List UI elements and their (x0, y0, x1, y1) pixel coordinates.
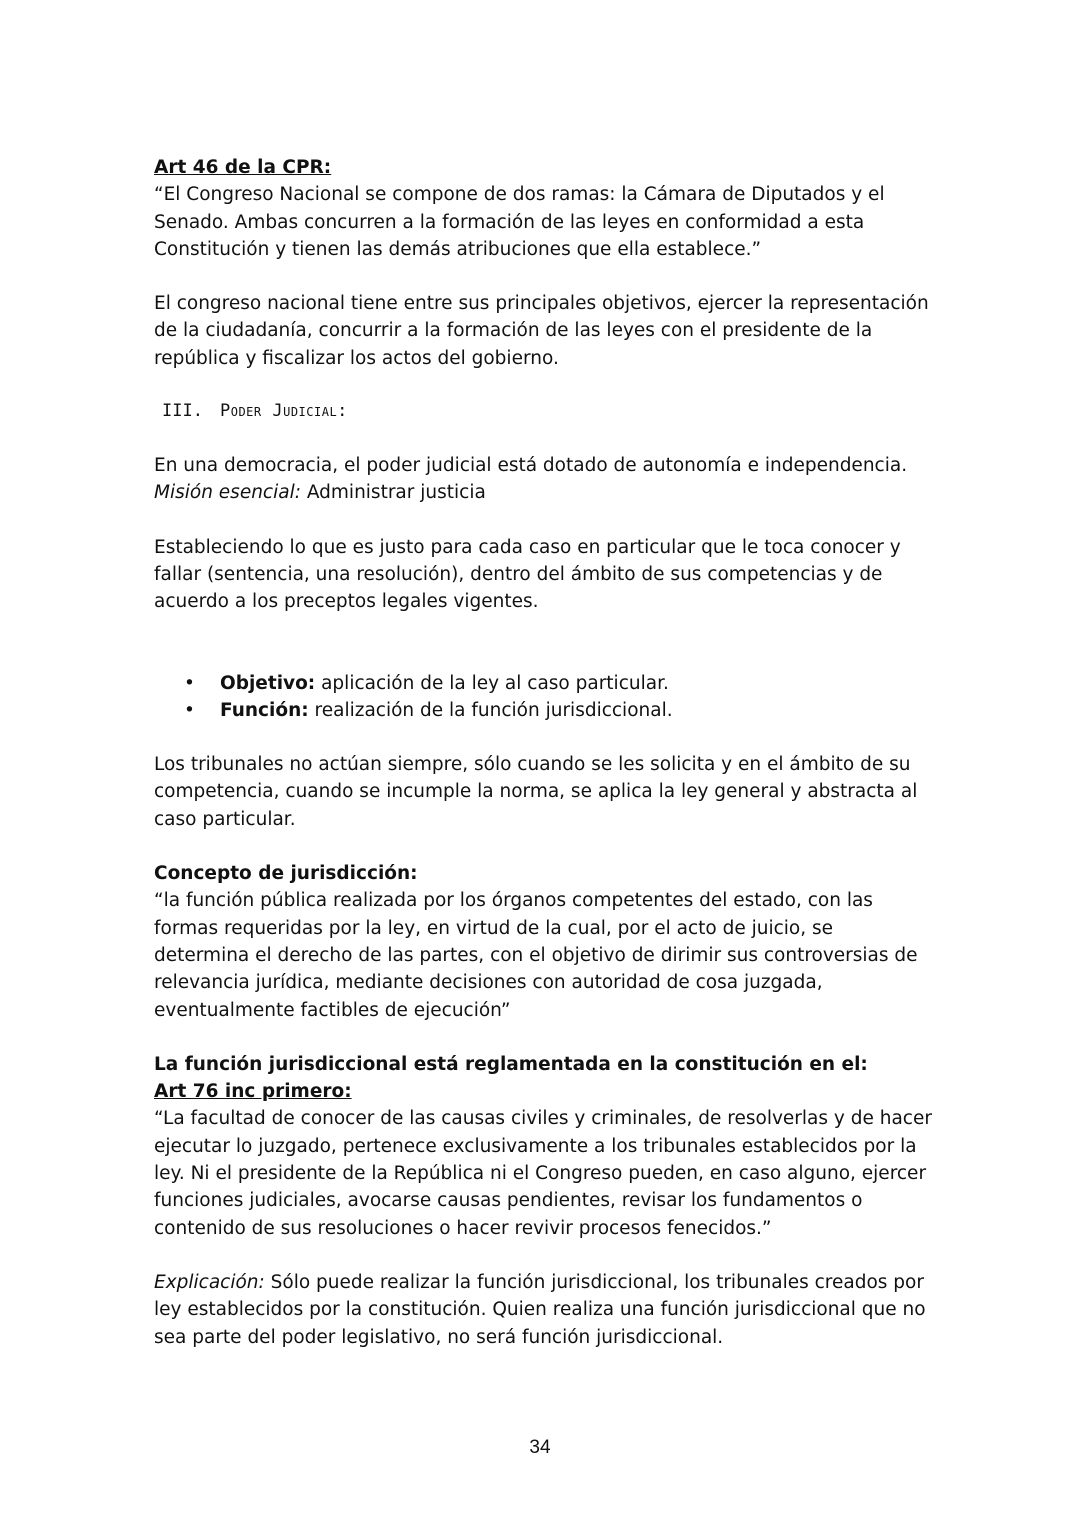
section-heading (162, 398, 934, 425)
bullet-text: realización de la función jurisdiccional. (308, 699, 673, 721)
page-content (154, 154, 934, 1351)
judicial-paragraph: Estableciendo lo que es justo para cada caso en particular que le toca conocer y fallar (sentencia, una resolución), dentro del ámbito de sus competencias y de acuerdo a los preceptos legales vigentes. (154, 536, 901, 613)
art46-paragraph: El congreso nacional tiene entre sus principales objetivos, ejercer la representación de la ciudadanía, concurrir a la formación de las leyes con el presidente de la república y fiscalizar los actos del gobierno. (154, 293, 929, 369)
art46-quote: “El Congreso Nacional se compone de dos ramas: la Cámara de Diputados y el Senado. Ambas concurren a la formación de las leyes en conformidad a esta Constitución y tienen las demás atribuciones que ella establece.” (154, 184, 885, 260)
funcion-heading: La función jurisdiccional está reglamentada en la constitución en el: (154, 1053, 868, 1075)
explicacion-paragraph (154, 1269, 934, 1351)
jurisdiccion-heading: Concepto de jurisdicción: (154, 863, 418, 885)
art76-heading: Art 76 inc primero: (154, 1081, 352, 1103)
section-number: III. (162, 400, 203, 421)
bullet-text: aplicación de la ley al caso particular. (315, 672, 669, 694)
bullet-label: Objetivo: (220, 672, 316, 694)
page-number: 34 (529, 1437, 551, 1458)
tribunales-paragraph: Los tribunales no actúan siempre, sólo cuando se les solicita y en el ámbito de su competencia, cuando se incumple la norma, se aplica la ley general y abstracta al caso particular. (154, 754, 918, 830)
mision-line (154, 479, 934, 506)
bullet-label: Función: (220, 699, 309, 721)
explicacion-text: Sólo puede realizar la función jurisdiccional, los tribunales creados por ley establecidos por la constitución. Quien realiza una función jurisdiccional que no sea parte del poder legislativo, no será función jurisdiccional. (154, 1271, 926, 1348)
bullet-list (154, 670, 934, 725)
art46-heading: Art 46 de la CPR: (154, 157, 332, 178)
art76-quote: “La facultad de conocer de las causas civiles y criminales, de resolverlas y de hacer ejecutar lo juzgado, pertenece exclusivamente a los tribunales establecidos por la ley. Ni el presidente de la República ni el Congreso pueden, en caso alguno, ejercer funciones judiciales, avocarse causas pendientes, revisar los fundamentos o contenido de sus resoluciones o hacer revivir procesos fenecidos.” (154, 1108, 932, 1239)
mision-label: Misión esencial: (154, 482, 301, 504)
mision-text: Administrar justicia (300, 482, 486, 504)
jurisdiccion-quote: “la función pública realizada por los órganos competentes del estado, con las formas requeridas por la ley, en virtud de la cual, por el acto de juicio, se determina el derecho de las partes, con el objetivo de dirimir sus controversias de relevancia jurídica, mediante decisiones con autoridad de cosa juzgada, eventualmente factibles de ejecución” (154, 890, 918, 1021)
list-item (154, 670, 934, 697)
judicial-intro: En una democracia, el poder judicial está dotado de autonomía e independencia. (154, 455, 908, 477)
section-title: Poder Judicial: (220, 400, 348, 421)
explicacion-label: Explicación: (154, 1271, 265, 1293)
list-item (154, 697, 934, 724)
